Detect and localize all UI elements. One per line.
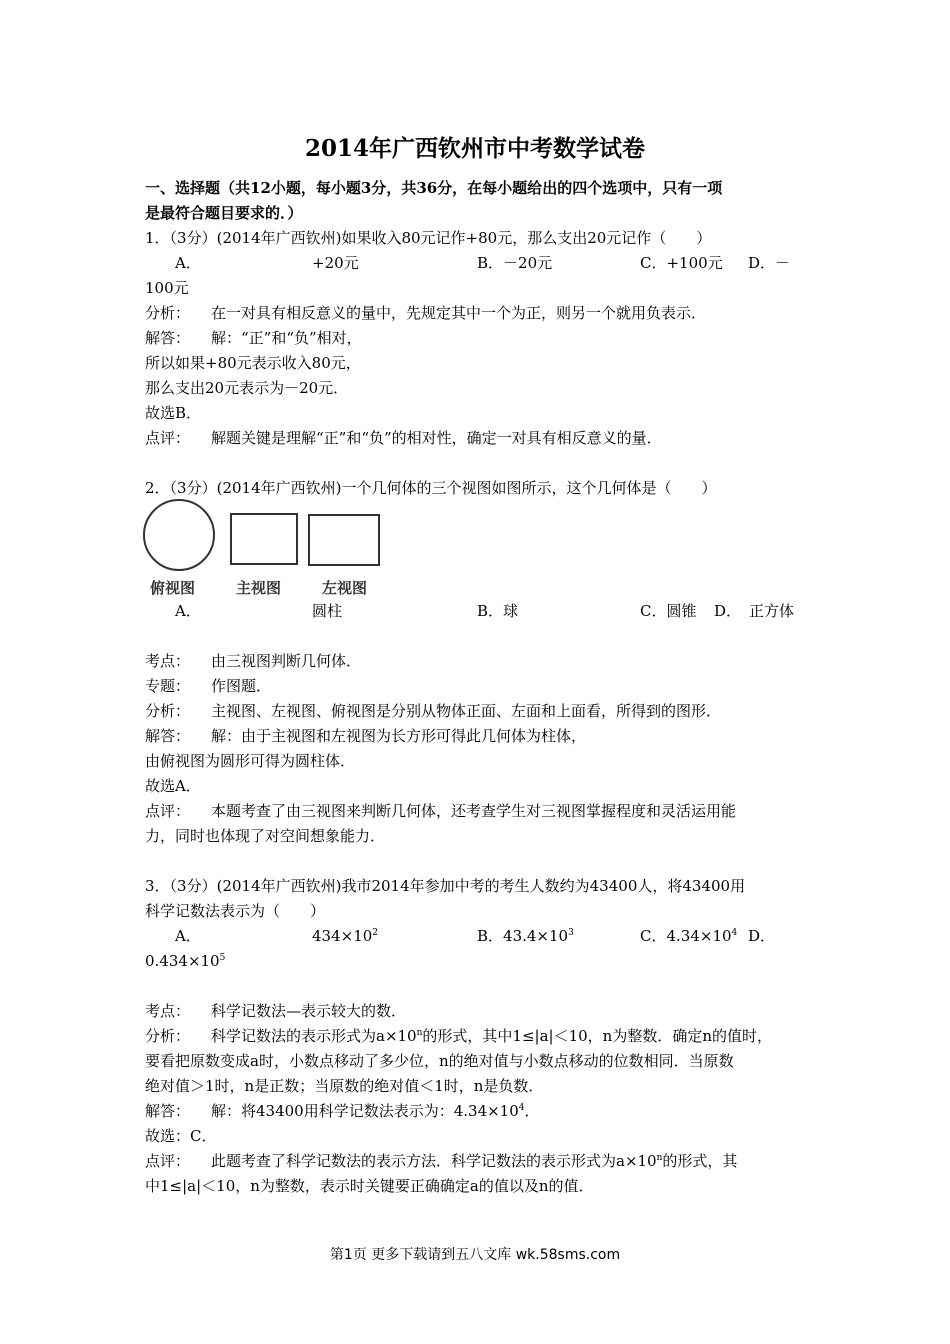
exponent: 4 (731, 928, 738, 938)
q2-option-d-text: 正方体 (749, 602, 795, 620)
q3-point (145, 1001, 406, 1021)
analysis-label: 分析： (145, 702, 191, 720)
analysis-label: 分析： (145, 304, 191, 322)
section-heading-line2: 是最符合题目要求的．） (145, 204, 303, 222)
q1-option-c: C．+100元 (640, 254, 723, 272)
q3-analysis (145, 1026, 772, 1046)
q2-choice: 故选A． (145, 777, 201, 795)
point-label: 考点： (145, 652, 191, 670)
comment-text: 本题考查了由三视图来判断几何体，还考查学生对三视图掌握程度和灵活运用能 (211, 802, 737, 820)
q2-topic (145, 676, 271, 696)
q1-option-a-text: +20元 (312, 254, 359, 272)
exponent: 4 (518, 1103, 525, 1113)
page-footer: 第1页 更多下载请到五八文库 wk.58sms.com (329, 1247, 621, 1263)
comment-text-b: 的形式，其 (662, 1152, 738, 1170)
comment-label: 点评： (145, 1152, 191, 1170)
q2-comment (145, 801, 736, 821)
base: 434×10 (312, 927, 373, 945)
q1-analysis (145, 303, 706, 323)
figure-label-front-view: 主视图 (236, 579, 282, 597)
base: B．43.4×10 (477, 927, 569, 945)
comment-label: 点评： (145, 429, 191, 447)
page-title: 2014年广西钦州市中考数学试卷 (304, 135, 645, 162)
q2-point (145, 651, 361, 671)
q2-option-c: C．圆锥 (640, 602, 697, 620)
analysis-label: 分析： (145, 1027, 191, 1045)
base: 0.434×10 (145, 952, 220, 970)
q3-option-b (477, 926, 574, 946)
q1-option-d: D．－ (748, 254, 791, 272)
q1-answer (145, 328, 362, 348)
q2-option-a-label: A． (175, 602, 201, 620)
analysis-text-b: 的形式，其中1≤|a|＜10，n为整数．确定n的值时， (422, 1027, 772, 1045)
q1-stem: 1．（3分）(2014年广西钦州)如果收入80元记作+80元，那么支出20元记作（ ） (145, 229, 712, 247)
answer-end: ． (524, 1102, 540, 1120)
comment-text: 解题关键是理解“正”和“负”的相对性，确定一对具有相反意义的量． (211, 429, 662, 447)
figure-label-top-view: 俯视图 (150, 579, 196, 597)
q3-choice: 故选：C． (145, 1127, 217, 1145)
q3-comment-line2: 中1≤|a|＜10，n为整数，表示时关键要正确确定a的值以及n的值． (145, 1177, 594, 1195)
q2-answer-line2: 由俯视图为圆形可得为圆柱体． (145, 752, 356, 770)
q3-option-a-label: A． (175, 927, 201, 945)
q2-answer (145, 726, 586, 746)
left-view-rectangle-figure (308, 514, 380, 566)
answer-label: 解答： (145, 1102, 191, 1120)
q1-option-b: B．－20元 (477, 254, 553, 272)
analysis-text: 在一对具有相反意义的量中，先规定其中一个为正，则另一个就用负表示． (211, 304, 707, 322)
front-view-rectangle-figure (230, 513, 298, 565)
q1-answer-line3: 所以如果+80元表示收入80元， (145, 354, 361, 372)
answer-label: 解答： (145, 727, 191, 745)
q1-choice: 故选B． (145, 404, 202, 422)
exponent: n (656, 1153, 663, 1163)
q2-comment-line2: 力，同时也体现了对空间想象能力． (145, 827, 386, 845)
q3-analysis-line3: 绝对值＞1时，n是正数；当原数的绝对值＜1时，n是负数． (145, 1077, 544, 1095)
q3-stem-line1: 3．（3分）(2014年广西钦州)我市2014年参加中考的考生人数约为43400人，将43400用 (145, 877, 746, 895)
q3-analysis-line2: 要看把原数变成a时，小数点移动了多少位，n的绝对值与小数点移动的位数相同．当原数 (145, 1052, 734, 1070)
q2-stem: 2．（3分）(2014年广西钦州)一个几何体的三个视图如图所示，这个几何体是（ ） (145, 479, 717, 497)
figure-label-left-view: 左视图 (322, 579, 368, 597)
q2-analysis (145, 701, 721, 721)
q3-option-c (640, 926, 737, 946)
q3-answer (145, 1101, 540, 1121)
exponent: 3 (568, 928, 574, 938)
q2-option-d-label: D． (714, 602, 742, 620)
q3-option-a-text (312, 926, 378, 946)
comment-label: 点评： (145, 802, 191, 820)
comment-text-a: 此题考查了科学记数法的表示方法．科学记数法的表示形式为a×10 (211, 1152, 657, 1170)
q3-comment (145, 1151, 737, 1171)
answer-label: 解答： (145, 329, 191, 347)
base: C．4.34×10 (640, 927, 732, 945)
q3-option-d-label: D． (748, 927, 776, 945)
analysis-text: 主视图、左视图、俯视图是分别从物体正面、左面和上面看，所得到的图形． (211, 702, 722, 720)
q3-stem-line2: 科学记数法表示为（ ） (145, 902, 326, 920)
point-text: 由三视图判断几何体． (211, 652, 362, 670)
exponent: 2 (372, 928, 379, 938)
answer-text: 解：将43400用科学记数法表示为：4.34×10 (211, 1102, 519, 1120)
exponent: n (416, 1028, 423, 1038)
exponent: 5 (219, 953, 226, 963)
q1-option-d-cont: 100元 (145, 279, 189, 297)
q1-answer-line4: 那么支出20元表示为－20元． (145, 379, 349, 397)
top-view-circle-figure (143, 499, 215, 571)
point-text: 科学记数法—表示较大的数． (211, 1002, 407, 1020)
topic-label: 专题： (145, 677, 191, 695)
answer-text: 解：“正”和“负”相对， (211, 329, 362, 347)
section-heading-line1: 一、选择题（共12小题，每小题3分，共36分，在每小题给出的四个选项中，只有一项 (145, 179, 723, 197)
answer-text: 解：由于主视图和左视图为长方形可得此几何体为柱体， (211, 727, 587, 745)
q2-option-a-text: 圆柱 (312, 602, 343, 620)
q1-option-a-label: A． (175, 254, 201, 272)
q3-option-d-text (145, 951, 225, 971)
point-label: 考点： (145, 1002, 191, 1020)
q1-comment (145, 428, 662, 448)
q2-option-b: B．球 (477, 602, 519, 620)
analysis-text-a: 科学记数法的表示形式为a×10 (211, 1027, 417, 1045)
topic-text: 作图题． (211, 677, 272, 695)
